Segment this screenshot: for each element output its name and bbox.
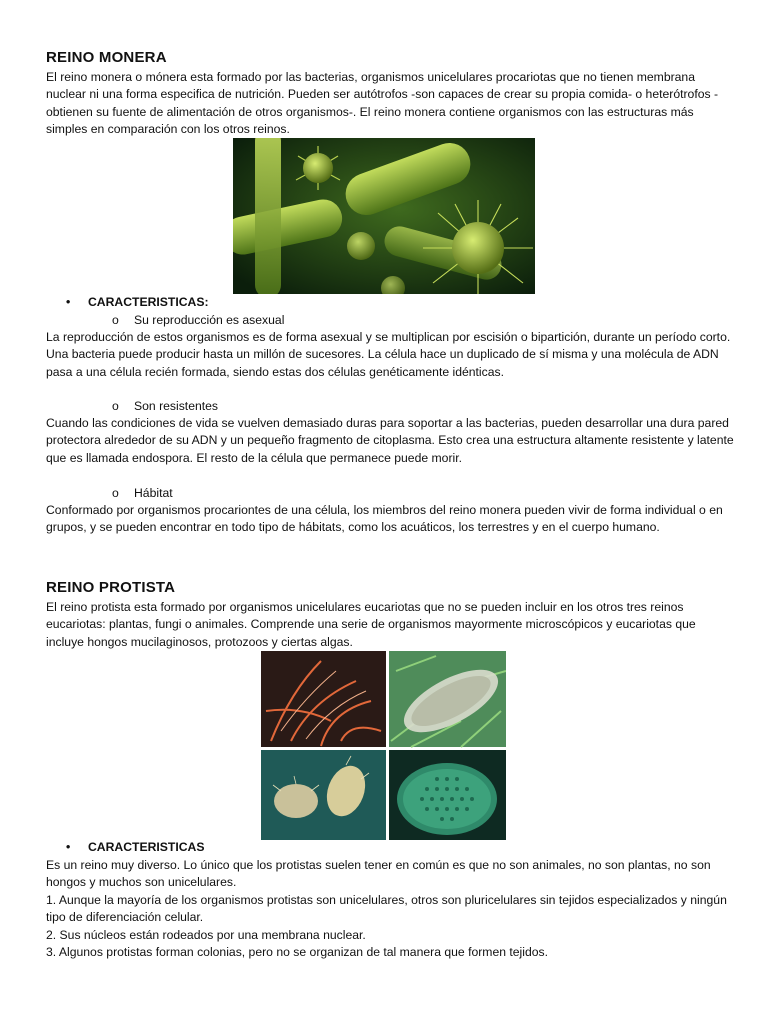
monera-sub-2-title: o Son resistentes: [112, 399, 219, 413]
protista-title: REINO PROTISTA: [46, 579, 176, 596]
protista-point-2: 2. Sus núcleos están rodeados por una membrana nuclear.: [46, 928, 366, 942]
monera-bullet: • CARACTERISTICAS:: [66, 295, 209, 309]
monera-sub-1-text: La reproducción de estos organismos es de forma asexual y se multiplican por escisión o bipartición, durante un período corto. Una bacteria puede producir hasta un millón de sucesores. La célula hace un duplicado de sí misma y una molécula de ADN pasa a una célula recién formada, siendo estas dos células genéticamente idénticas.: [46, 330, 731, 379]
protists-image: [261, 651, 506, 840]
protista-body: Es un reino muy diverso. Lo único que los protistas suelen tener en común es que no son animales, no son plantas, no son hongos y muchos son unicelulares.: [46, 858, 711, 890]
protista-intro: El reino protista esta formado por organismos unicelulares eucariotas que no se pueden incluir en los otros tres reinos eucariotas: plantas, fungi o animales. Comprende una serie de organismos mayormente microscópicos y eucariotas que incluye hongos mucilaginosos, protozoos y ciertas algas.: [46, 600, 696, 649]
protista-bullet: • CARACTERISTICAS: [66, 840, 205, 854]
monera-intro: El reino monera o mónera esta formado por las bacterias, organismos unicelulares procariotas que no tienen membrana nuclear ni una forma especifica de nutrición. Pueden ser autótrofos -son capaces de crear su propia comida- o heterótrofos -obtienen su fuente de alimentación de otros organismos-. El reino monera contiene organismos con las estructuras más simples en comparación con los otros reinos.: [46, 70, 719, 136]
protista-point-1: 1. Aunque la mayoría de los organismos protistas son unicelulares, otros son pluricelulares sin tejidos especializados y ningún tipo de diferenciación celular.: [46, 893, 727, 925]
bacteria-image: [233, 138, 535, 294]
monera-sub-3-title: o Hábitat: [112, 486, 173, 500]
monera-title: REINO MONERA: [46, 49, 167, 66]
protista-point-3: 3. Algunos protistas forman colonias, pero no se organizan de tal manera que formen tejidos.: [46, 945, 549, 959]
monera-sub-1-title: o Su reproducción es asexual: [112, 313, 285, 327]
monera-sub-2-text: Cuando las condiciones de vida se vuelven demasiado duras para soportar a las bacterias, pueden desarrollar una dura pared protectora alrededor de su ADN y un pequeño fragmento de citoplasma. Esto crea una estructura altamente resistente y latente que es llamada endospora. El resto de la célula que permanece puede morir.: [46, 416, 734, 465]
monera-sub-3-text: Conformado por organismos procariontes de una célula, los miembros del reino monera pueden vivir de forma individual o en grupos, y se pueden encontrar en todo tipo de hábitats, como los acuáticos, los terrestres y en el cuerpo humano.: [46, 503, 723, 535]
